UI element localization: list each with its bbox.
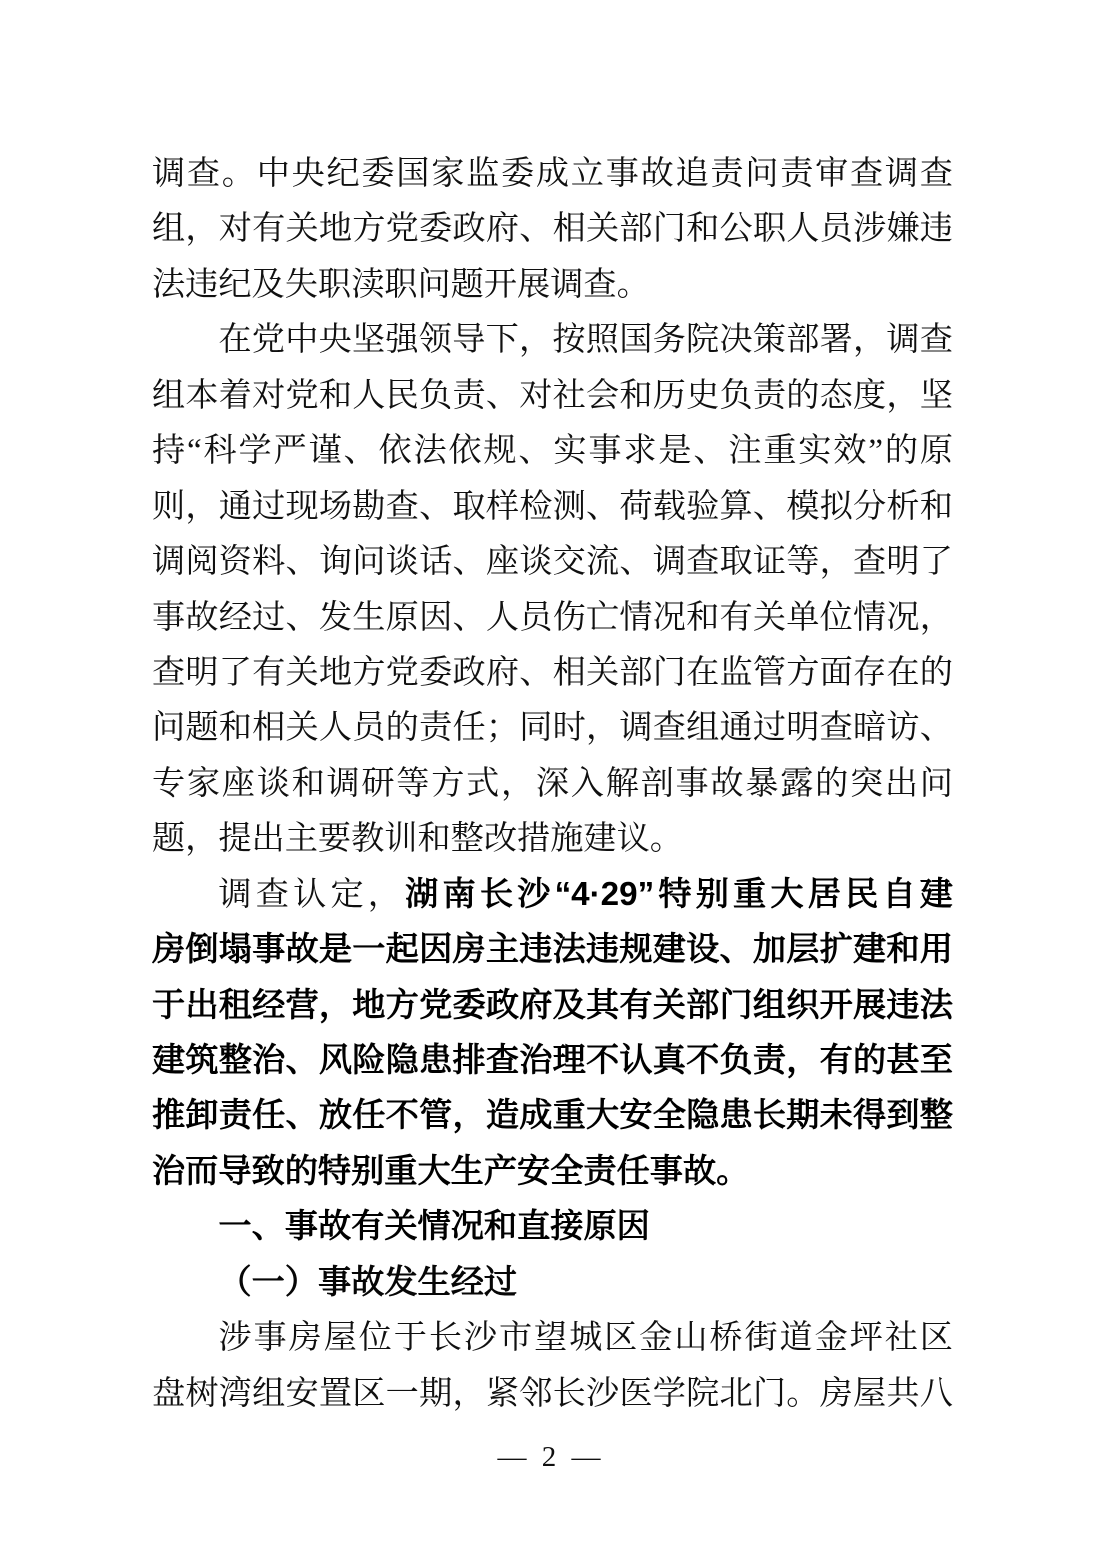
text-segment: 推卸责任、放任不管，造成重大安全隐患长期未得到整 <box>152 1097 953 1135</box>
text-segment: 题，提出主要教训和整改措施建议。 <box>152 820 683 858</box>
text-line <box>152 978 953 1033</box>
text-segment: 则，通过现场勘查、取样检测、荷载验算、模拟分析和 <box>152 487 953 525</box>
text-segment: 治而导致的特别重大生产安全责任事故。 <box>152 1152 750 1190</box>
text-line <box>152 312 953 367</box>
text-line <box>152 146 953 201</box>
text-line <box>152 257 953 312</box>
text-segment: 于出租经营，地方党委政府及其有关部门组织开展违法 <box>152 986 953 1024</box>
text-segment: 房倒塌事故是一起因房主违法违规建设、加层扩建和用 <box>152 931 953 969</box>
text-line <box>152 1199 953 1254</box>
text-line <box>152 1310 953 1365</box>
text-segment: 一、事故有关情况和直接原因 <box>218 1208 650 1246</box>
text-line <box>152 645 953 700</box>
text-line <box>152 922 953 977</box>
text-segment: 调阅资料、询问谈话、座谈交流、调查取证等，查明了 <box>152 543 953 581</box>
text-line <box>152 479 953 534</box>
text-line <box>152 811 953 866</box>
text-segment: 组本着对党和人民负责、对社会和历史负责的态度，坚 <box>152 376 953 414</box>
text-segment: 法违纪及失职渎职问题开展调查。 <box>152 265 650 303</box>
page-number: — 2 — <box>497 1441 605 1473</box>
text-segment: 盘树湾组安置区一期，紧邻长沙医学院北门。房屋共八 <box>152 1374 953 1412</box>
text-line <box>152 423 953 478</box>
text-line <box>152 1144 953 1199</box>
text-line <box>152 756 953 811</box>
text-line <box>152 201 953 256</box>
text-line <box>152 1088 953 1143</box>
text-segment: 涉事房屋位于长沙市望城区金山桥街道金坪社区 <box>218 1319 953 1357</box>
text-line <box>152 1366 953 1421</box>
text-segment: 持“科学严谨、依法依规、实事求是、注重实效”的原 <box>152 432 953 470</box>
text-segment: 调查。中央纪委国家监委成立事故追责问责审查调查 <box>152 155 953 192</box>
text-line <box>152 867 953 922</box>
text-segment: 事故经过、发生原因、人员伤亡情况和有关单位情况， <box>152 598 953 636</box>
text-segment: 湖南长沙“4·29”特别重大居民自建 <box>405 875 953 913</box>
text-segment: 在党中央坚强领导下，按照国务院决策部署，调查 <box>218 321 953 359</box>
text-segment: （一）事故发生经过 <box>218 1263 518 1301</box>
document-body <box>152 146 953 1421</box>
text-segment: 调查认定， <box>218 875 406 913</box>
text-segment: 问题和相关人员的责任；同时，调查组通过明查暗访、 <box>152 709 953 747</box>
text-segment: 组，对有关地方党委政府、相关部门和公职人员涉嫌违 <box>152 210 953 248</box>
text-line <box>152 1033 953 1088</box>
text-segment: 建筑整治、风险隐患排查治理不认真不负责，有的甚至 <box>152 1042 953 1079</box>
text-line <box>152 700 953 755</box>
text-line <box>152 368 953 423</box>
text-line <box>152 590 953 645</box>
text-segment: 查明了有关地方党委政府、相关部门在监管方面存在的 <box>152 653 953 691</box>
text-line <box>152 1255 953 1310</box>
text-line <box>152 534 953 589</box>
text-segment: 专家座谈和调研等方式，深入解剖事故暴露的突出问 <box>152 764 953 802</box>
